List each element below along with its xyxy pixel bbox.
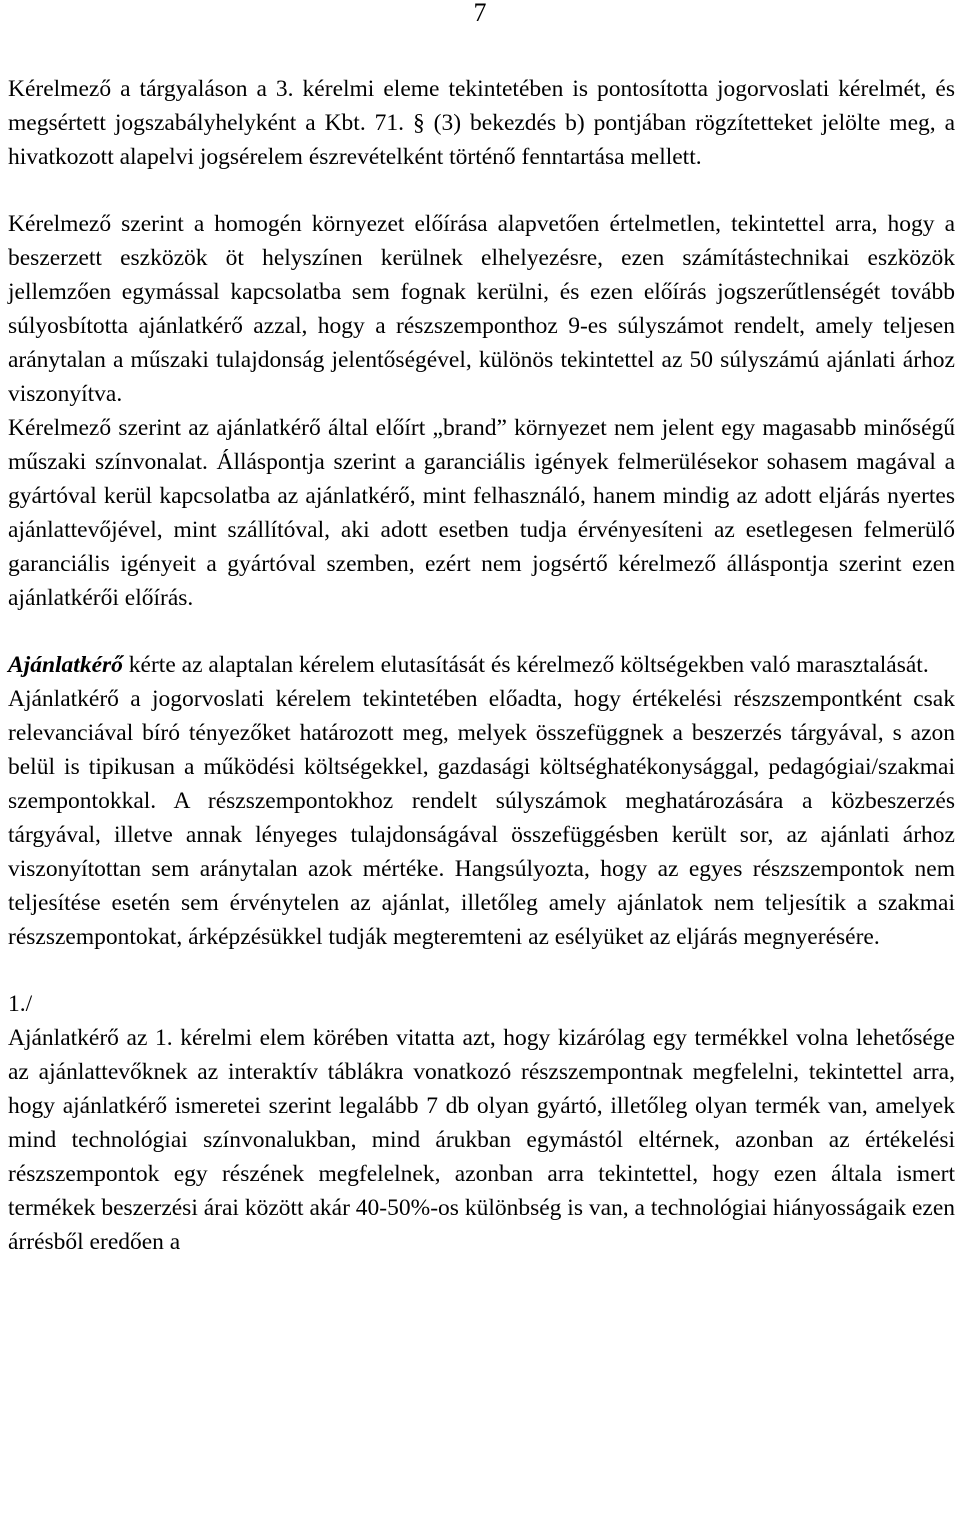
paragraph-kerelmezo-pontositas: Kérelmező a tárgyaláson a 3. kérelmi eleme tekintetében is pontosította jogorvoslati kérelmét, és megsértett jogszabályhelyként a Kbt. 71. § (3) bekezdés b) pontjában rögzítetteket jelölte meg, a hivatkozott alapelvi jogsérelem észrevételként történő fenntartása mellett.	[8, 76, 955, 170]
paragraph-text: kérte az alaptalan kérelem elutasítását és kérelmező költségekben való marasztalását.	[122, 652, 929, 678]
paragraph-spacer	[8, 615, 955, 648]
paragraph-spacer	[8, 174, 955, 207]
paragraph-homogen-kornyezet: Kérelmező szerint a homogén környezet előírása alapvetően értelmetlen, tekintettel arra, hogy a beszerzett eszközök öt helyszínen kerülnek elhelyezésre, ezen számítástechnikai eszközök jellemzően egymással kapcsolatba sem fognak kerülni, és ezen előírás jogszerűtlenségét tovább súlyosbította ajánlatkérő azzal, hogy a részszemponthoz 9-es súlyszámot rendelt, amely teljesen aránytalan a műszaki tulajdonság jelentőségével, különös tekintettel az 50 súlyszámú ajánlati árhoz viszonyítva.	[8, 211, 955, 407]
paragraph-brand-kornyezet: Kérelmező szerint az ajánlatkérő által előírt „brand” környezet nem jelent egy magasabb minőségű műszaki színvonalat. Álláspontja szerint a garanciális igények felmerülésekor sohasem magával a gyártóval kerül kapcsolatba az ajánlatkérő, mint felhasználó, hanem mindig az adott eljárás nyertes ajánlattevőjével, mint szállítóval, aki adott esetben tudja érvényesíteni az esetlegesen felmerülő garanciális igényeit a gyártóval szemben, ezért nem jogsértő kérelmező álláspontja szerint ezen ajánlatkérői előírás.	[8, 415, 955, 611]
paragraph-kerelmi-elem-1: Ajánlatkérő az 1. kérelmi elem körében vitatta azt, hogy kizárólag egy termékkel volna lehetősége az ajánlattevőknek az interaktív táblákra vonatkozó részszempontnak megfelelni, tekintettel arra, hogy ajánlatkérő ismeretei szerint legalább 7 db olyan gyártó, illetőleg olyan termék van, amelyek mind technológiai színvonalukban, mind árukban egymástól eltérnek, azonban az értékelési részszempontok egy részének megfelelnek, azonban arra tekintettel, hogy ezen általa ismert termékek beszerzési árai között akár 40-50%-os különbség is van, a technológiai hiányosságaik ezen árrésből eredően a	[8, 1025, 955, 1255]
section-heading: 1./	[8, 991, 33, 1017]
document-body	[8, 72, 955, 1259]
paragraph-spacer	[8, 954, 955, 987]
paragraph-ajanlatkero-eloadas: Ajánlatkérő a jogorvoslati kérelem tekintetében előadta, hogy értékelési részszempontként csak relevanciával bíró tényezőket határozott meg, melyek összefüggnek a beszerzés tárgyával, s azon belül is tipikusan a működési költségekkel, gazdasági költséghatékonysággal, pedagógiai/szakmai szempontokkal. A részszempontokhoz rendelt súlyszámok meghatározására a közbeszerzés tárgyával, illetve annak lényeges tulajdonságával összefüggésben került sor, az ajánlati árhoz viszonyítottan sem aránytalan azok mértéke. Hangsúlyozta, hogy az egyes részszempontok nem teljesítése esetén sem érvénytelen az ajánlat, illetőleg amely ajánlatok nem teljesítik a szakmai részszempontokat, árképzésükkel tudják megteremteni az esélyüket az eljárás megnyerésére.	[8, 686, 955, 950]
emphasized-party-name: Ajánlatkérő	[8, 652, 123, 678]
paragraph-ajanlatkero-kerelem	[8, 648, 955, 682]
page-number: 7	[473, 0, 487, 27]
